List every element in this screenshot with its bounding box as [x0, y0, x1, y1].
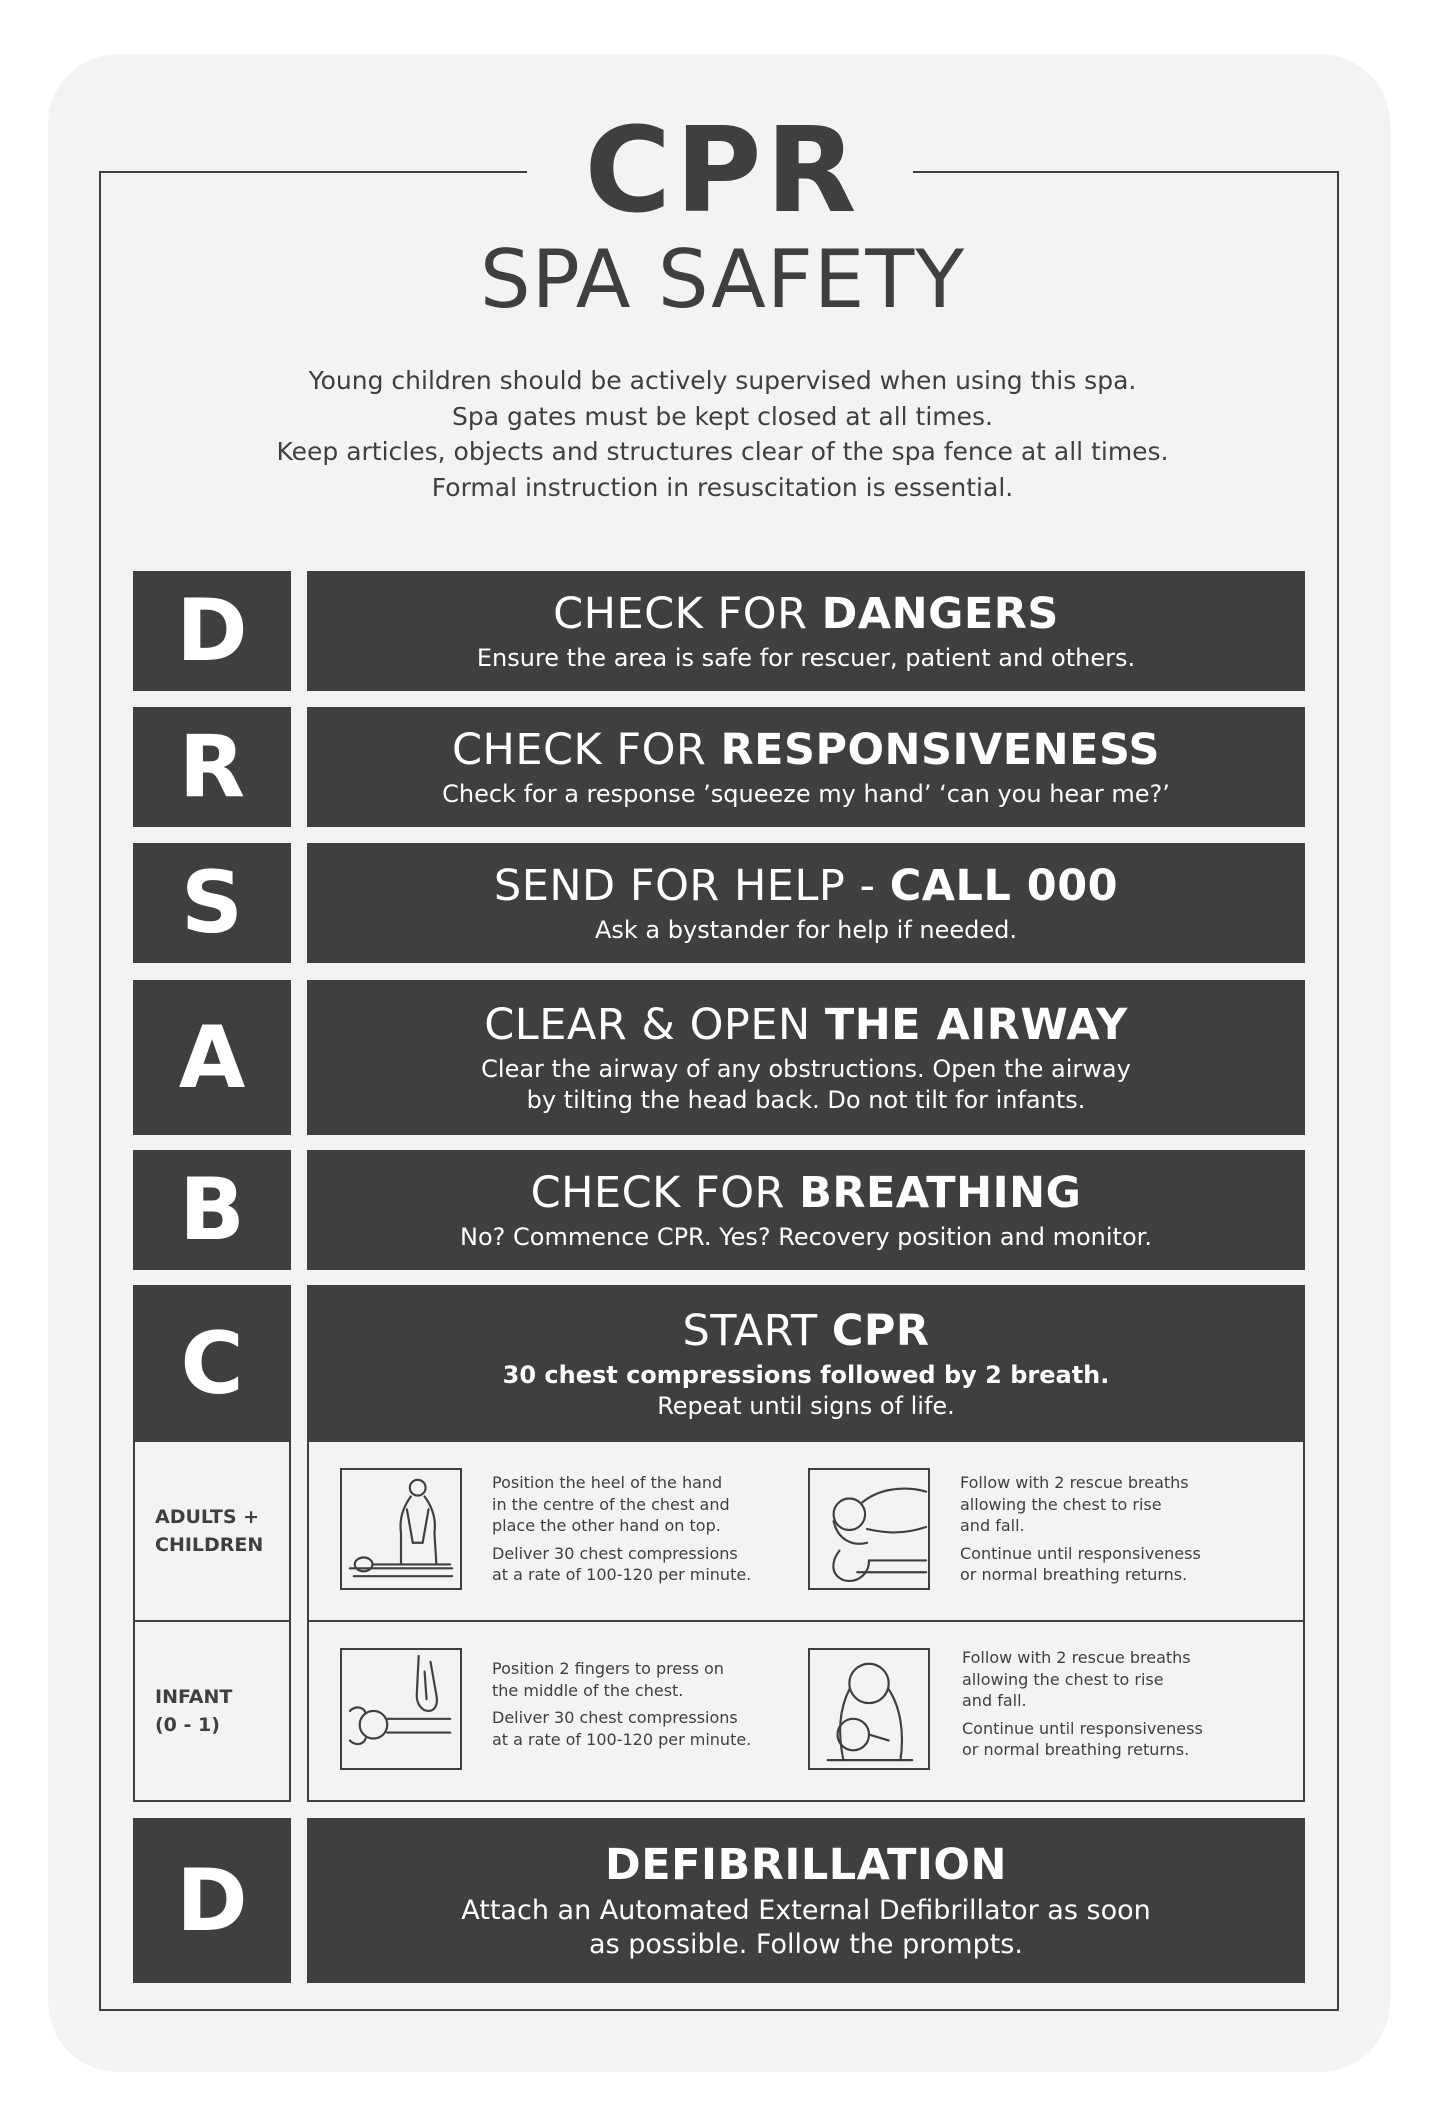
instruction-line: in the centre of the chest and [492, 1494, 730, 1514]
instruction-line: allowing the chest to rise [962, 1669, 1164, 1689]
step-description: Ensure the area is safe for rescuer, patient and others. [476, 643, 1136, 672]
instruction-line: Follow with 2 rescue breaths [962, 1648, 1191, 1667]
page-subtitle: SPA SAFETY [479, 233, 966, 326]
step-description [503, 1360, 1110, 1422]
infant-compression-text [492, 1658, 792, 1750]
adult-breath-text [960, 1472, 1260, 1586]
step-heading [531, 1168, 1082, 1218]
instruction-line: Follow with 2 rescue breaths [960, 1473, 1189, 1492]
step-description: No? Commence CPR. Yes? Recovery position and monitor. [460, 1222, 1152, 1251]
step-description: Check for a response ’squeeze my hand’ ‘can you hear me?’ [442, 779, 1170, 808]
step-heading [494, 861, 1118, 911]
instruction-line: or normal breathing returns. [962, 1740, 1190, 1759]
instruction-line: place the other hand on top. [492, 1516, 721, 1535]
description-line: by tilting the head back. Do not tilt for infants. [526, 1085, 1086, 1114]
instruction-line: and fall. [960, 1516, 1025, 1535]
instruction-line: the middle of the chest. [492, 1680, 684, 1700]
group-label-line: INFANT [155, 1686, 233, 1708]
page-title: CPR [584, 101, 861, 239]
infant-rescue-breath-icon [808, 1648, 930, 1770]
step-letter-c: C [133, 1285, 291, 1442]
instruction-line: Deliver 30 chest compressions [492, 1708, 738, 1727]
step-airway [307, 980, 1305, 1135]
heading-bold: RESPONSIVENESS [720, 724, 1161, 775]
heading-bold: DANGERS [821, 588, 1059, 639]
step-letter-s: S [133, 843, 291, 963]
heading-light: CLEAR & OPEN [484, 999, 825, 1050]
adult-compression-icon [340, 1468, 462, 1590]
step-letter-d: D [133, 571, 291, 691]
heading-bold: CALL 000 [889, 860, 1119, 911]
step-dangers [307, 571, 1305, 691]
step-defibrillation [307, 1818, 1305, 1983]
heading-light: SEND FOR HELP - [493, 860, 890, 911]
intro-line: Formal instruction in resuscitation is essential. [431, 472, 1014, 502]
step-description [481, 1054, 1131, 1116]
step-breathing [307, 1150, 1305, 1270]
instruction-line: Deliver 30 chest compressions [492, 1543, 738, 1563]
heading-light: START [682, 1305, 832, 1356]
instruction-line: Continue until responsiveness [960, 1543, 1201, 1563]
description-line: as possible. Follow the prompts. [589, 1928, 1023, 1960]
step-heading [605, 1840, 1007, 1890]
adult-compression-text [492, 1472, 792, 1586]
instruction-line: and fall. [962, 1691, 1027, 1710]
heading-light: CHECK FOR [553, 588, 822, 639]
heading-bold: DEFIBRILLATION [605, 1839, 1007, 1890]
heading-light: CHECK FOR [530, 1167, 800, 1218]
description-line: Repeat until signs of life. [657, 1391, 955, 1420]
description-line: Attach an Automated External Defibrillator as soon [461, 1894, 1151, 1926]
step-letter-a: A [133, 980, 291, 1135]
heading-bold: THE AIRWAY [824, 999, 1128, 1050]
step-responsiveness [307, 707, 1305, 827]
group-label-line: (0 - 1) [155, 1714, 220, 1736]
heading-bold: CPR [831, 1305, 930, 1356]
step-letter-b: B [133, 1150, 291, 1270]
step-start-cpr [307, 1285, 1305, 1442]
step-description: Ask a bystander for help if needed. [594, 915, 1018, 944]
intro-line: Young children should be actively supervised when using this spa. [308, 366, 1137, 395]
step-letter-d-defib: D [133, 1818, 291, 1983]
instruction-line: Continue until responsiveness [962, 1718, 1203, 1738]
intro-line: Keep articles, objects and structures clear of the spa fence at all times. [276, 437, 1169, 466]
description-bold: 30 chest compressions followed by 2 breath. [502, 1360, 1110, 1389]
description-line: Clear the airway of any obstructions. Open the airway [481, 1054, 1131, 1083]
instruction-line: at a rate of 100-120 per minute. [492, 1729, 752, 1749]
instruction-line: Position the heel of the hand [492, 1473, 723, 1492]
step-heading [484, 1000, 1127, 1050]
step-heading [682, 1306, 929, 1356]
step-description [461, 1894, 1150, 1962]
infant-compression-icon [340, 1648, 462, 1770]
instruction-line: allowing the chest to rise [960, 1494, 1162, 1514]
step-heading [452, 725, 1160, 775]
instruction-line: at a rate of 100-120 per minute. [492, 1565, 752, 1584]
heading-light: CHECK FOR [451, 724, 721, 775]
group-label-line: CHILDREN [155, 1534, 264, 1556]
group-label-line: ADULTS + [155, 1506, 260, 1528]
instruction-line: Position 2 fingers to press on [492, 1659, 724, 1678]
step-letter-r: R [133, 707, 291, 827]
step-heading [553, 589, 1059, 639]
adult-rescue-breath-icon [808, 1468, 930, 1590]
infant-breath-text [962, 1647, 1262, 1761]
instruction-line: or normal breathing returns. [960, 1565, 1188, 1584]
heading-bold: BREATHING [799, 1167, 1082, 1218]
intro-line: Spa gates must be kept closed at all times. [452, 401, 993, 431]
intro-text [0, 363, 1445, 505]
step-send-for-help [307, 843, 1305, 963]
group-label-adults-children [133, 1440, 291, 1622]
group-label-infant [133, 1620, 291, 1802]
